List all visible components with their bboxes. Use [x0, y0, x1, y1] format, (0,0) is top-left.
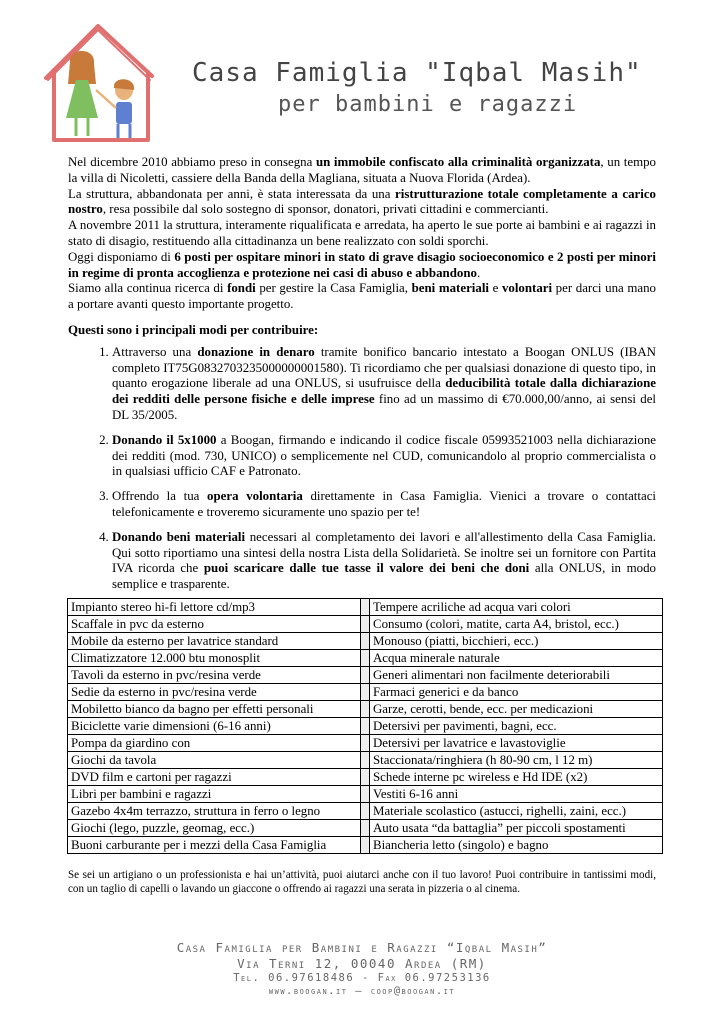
text-run: Oggi disponiamo di: [68, 249, 175, 264]
needs-item-right: Consumo (colori, matite, carta A4, bristol, ecc.): [370, 615, 663, 632]
table-row: [68, 717, 663, 734]
footer-organization: Casa Famiglia per Bambini e Ragazzi “Iqbal Masih”: [176, 940, 548, 955]
table-spacer: [361, 734, 370, 751]
text-run: alla ONLUS, in modo semplice e trasparente.: [112, 561, 656, 592]
needs-item-right: Monouso (piatti, bicchieri, ecc.): [370, 632, 663, 649]
paragraph-capacity: [68, 250, 656, 282]
bold-text: puoi scaricare dalle tue tasse il valore dei beni che doni: [203, 561, 530, 576]
contribution-heading: Questi sono i principali modi per contribuire:: [68, 322, 319, 337]
header-subtitle: per bambini e ragazzi: [278, 92, 578, 117]
needs-item-left: Tavoli da esterno in pvc/resina verde: [68, 666, 361, 683]
needs-item-left: Pompa da giardino con: [68, 734, 361, 751]
needs-item-left: Giochi (lego, puzzle, geomag, ecc.): [68, 819, 361, 836]
text-run: A novembre 2011 la struttura, interamente riqualificata e arredata, ha aperto le sue porte ai bambini e ai ragazzi in stato di disagio, restituendo alla cittadinanza un bene realizzato con soldi sporchi.: [68, 218, 656, 248]
text-run: e: [488, 281, 502, 296]
bold-text: deducibilità totale dalla dichiarazione dei redditi delle persone fisiche e delle imprese: [112, 376, 656, 407]
needs-item-left: Biciclette varie dimensioni (6-16 anni): [68, 717, 361, 734]
solidarity-list-table: [67, 598, 663, 854]
footer-website: www.boogan.it – coop@boogan.it: [268, 985, 456, 997]
text-run: .: [476, 265, 481, 280]
text-run: fino ad un massimo di €70.000,00/anno, ai sensi del DL 35/2005.: [112, 392, 657, 422]
table-spacer: [361, 836, 370, 853]
needs-item-left: Mobiletto bianco da bagno per effetti personali: [68, 700, 361, 717]
bold-text: un immobile confiscato alla criminalità organizzata: [315, 155, 601, 169]
needs-item-right: Farmaci generici e da banco: [370, 683, 663, 700]
needs-item-right: Tempere acriliche ad acqua vari colori: [370, 598, 663, 615]
table-spacer: [361, 632, 370, 649]
needs-item-left: Libri per bambini e ragazzi: [68, 785, 361, 802]
text-run: Attraverso una: [112, 344, 198, 359]
needs-item-left: Gazebo 4x4m terrazzo, struttura in ferro o legno: [68, 802, 361, 819]
needs-item-right: Garze, cerotti, bende, ecc. per medicazioni: [370, 700, 663, 717]
table-row: [68, 632, 663, 649]
table-row: [68, 785, 663, 802]
method-5x1000: [112, 433, 656, 480]
table-spacer: [361, 615, 370, 632]
table-spacer: [361, 802, 370, 819]
bold-text: volontari: [501, 281, 553, 296]
paragraph-needs: [68, 281, 656, 313]
table-row: [68, 683, 663, 700]
closing-note: Se sei un artigiano o un professionista e hai un’attività, puoi aiutarci anche con il tuo lavoro! Puoi contribuire in tantissimi modi, con un taglio di capelli o lavando un giaccone o offrendo ai ragazzi una serata in pizzeria o al cinema.: [68, 868, 656, 895]
text-run: Offrendo la tua: [112, 489, 208, 504]
needs-item-left: Sedie da esterno in pvc/resina verde: [68, 683, 361, 700]
needs-item-left: Buoni carburante per i mezzi della Casa Famiglia: [68, 836, 361, 853]
needs-item-left: Giochi da tavola: [68, 751, 361, 768]
bold-text: beni materiali: [411, 281, 489, 296]
bold-text: ristrutturazione totale completamente a carico nostro: [68, 186, 656, 217]
method-volunteering: [112, 489, 656, 521]
letter-body: [68, 155, 656, 896]
text-run: tramite bonifico bancario intestato a Boogan ONLUS (IBAN completo IT75G0832703235000000001580). Ti ricordiamo che per qualsiasi donazione di questo tipo, in quanto erogazione liberale ad una ONLUS, si usufruisce della: [112, 344, 656, 391]
table-spacer: [361, 768, 370, 785]
bold-text: donazione in denaro: [197, 344, 315, 359]
needs-item-right: Biancheria letto (singolo) e bagno: [370, 836, 663, 853]
needs-item-right: Staccionata/ringhiera (h 80-90 cm, l 12 m): [370, 751, 663, 768]
house-family-logo-icon: [40, 18, 170, 146]
table-spacer: [361, 819, 370, 836]
table-spacer: [361, 700, 370, 717]
letterhead: [0, 0, 724, 150]
contribution-methods-list: [68, 345, 656, 593]
bold-text: fondi: [227, 281, 256, 296]
bold-text: 6 posti per ospitare minori in stato di grave disagio socioeconomico e 2 posti per minori in regime di pronta accoglienza e protezione nei casi di abuso e abbandono: [68, 249, 656, 280]
text-run: a Boogan, firmando e indicando il codice fiscale 05993521003 nella dichiarazione dei redditi (mod. 730, UNICO) o semplicemente nel CUD, comunicandolo al proprio commercialista o in qualsiasi ufficio CAF e Patronato.: [112, 432, 656, 479]
table-spacer: [361, 598, 370, 615]
table-row: [68, 666, 663, 683]
needs-item-right: Acqua minerale naturale: [370, 649, 663, 666]
letterhead-footer: [0, 940, 724, 997]
needs-item-left: Scaffale in pvc da esterno: [68, 615, 361, 632]
table-row: [68, 768, 663, 785]
text-run: direttamente in Casa Famiglia. Vienici a trovare o contattaci telefonicamente e troveremo sicuramente uno spazio per te!: [112, 489, 656, 519]
footer-phone: Tel. 06.97618486 - Fax 06.97253136: [233, 972, 491, 984]
text-run: La struttura, abbandonata per anni, è stata interessata da una: [68, 186, 396, 201]
needs-item-right: Detersivi per lavatrice e lavastoviglie: [370, 734, 663, 751]
table-spacer: [361, 683, 370, 700]
method-money-donation: [112, 345, 656, 424]
needs-item-right: Schede interne pc wireless e Hd IDE (x2): [370, 768, 663, 785]
needs-item-right: Materiale scolastico (astucci, righelli, zaini, ecc.): [370, 802, 663, 819]
table-row: [68, 598, 663, 615]
needs-item-right: Detersivi per pavimenti, bagni, ecc.: [370, 717, 663, 734]
table-row: [68, 819, 663, 836]
table-row: [68, 836, 663, 853]
text-run: , resa possibile dal solo sostegno di sponsor, donatori, privati cittadini e commercianti.: [102, 202, 549, 217]
text-run: , un tempo la villa di Nicoletti, cassiere della Banda della Magliana, situata a Nuova Florida (Ardea).: [68, 155, 656, 185]
needs-item-right: Generi alimentari non facilmente deteriorabili: [370, 666, 663, 683]
method-material-goods: [112, 530, 656, 593]
table-row: [68, 649, 663, 666]
table-row: [68, 734, 663, 751]
needs-item-left: Mobile da esterno per lavatrice standard: [68, 632, 361, 649]
bold-text: Donando il 5x1000: [112, 432, 217, 447]
text-run: per gestire la Casa Famiglia,: [255, 281, 412, 296]
footer-address: Via Terni 12, 00040 Ardea (RM): [237, 956, 487, 971]
needs-item-right: Auto usata “da battaglia” per piccoli spostamenti: [370, 819, 663, 836]
needs-item-left: Climatizzatore 12.000 btu monosplit: [68, 649, 361, 666]
needs-item-left: Impianto stereo hi-fi lettore cd/mp3: [68, 598, 361, 615]
text-run: Siamo alla continua ricerca di: [68, 281, 228, 296]
table-spacer: [361, 785, 370, 802]
text-run: necessari al completamento dei lavori e all'allestimento della Casa Famiglia. Qui sotto riportiamo una sintesi della nostra Lista della Solidarietà. Se inoltre sei un fornitore con Partita IVA ricorda che: [112, 529, 656, 576]
table-spacer: [361, 751, 370, 768]
needs-item-right: Vestiti 6-16 anni: [370, 785, 663, 802]
text-run: per darci una mano a portare avanti questo importante progetto.: [68, 281, 656, 312]
table-spacer: [361, 717, 370, 734]
needs-item-left: DVD film e cartoni per ragazzi: [68, 768, 361, 785]
paragraph-renovation: [68, 187, 656, 219]
table-spacer: [361, 666, 370, 683]
paragraph-opening: [68, 218, 656, 250]
table-row: [68, 802, 663, 819]
table-row: [68, 700, 663, 717]
bold-text: opera volontaria: [207, 489, 303, 504]
bold-text: Donando beni materiali: [112, 529, 246, 544]
table-row: [68, 615, 663, 632]
table-spacer: [361, 649, 370, 666]
header-title: Casa Famiglia "Iqbal Masih": [192, 58, 642, 88]
text-run: Nel dicembre 2010 abbiamo preso in consegna: [68, 155, 316, 169]
table-row: [68, 751, 663, 768]
paragraph-history: [68, 155, 656, 187]
